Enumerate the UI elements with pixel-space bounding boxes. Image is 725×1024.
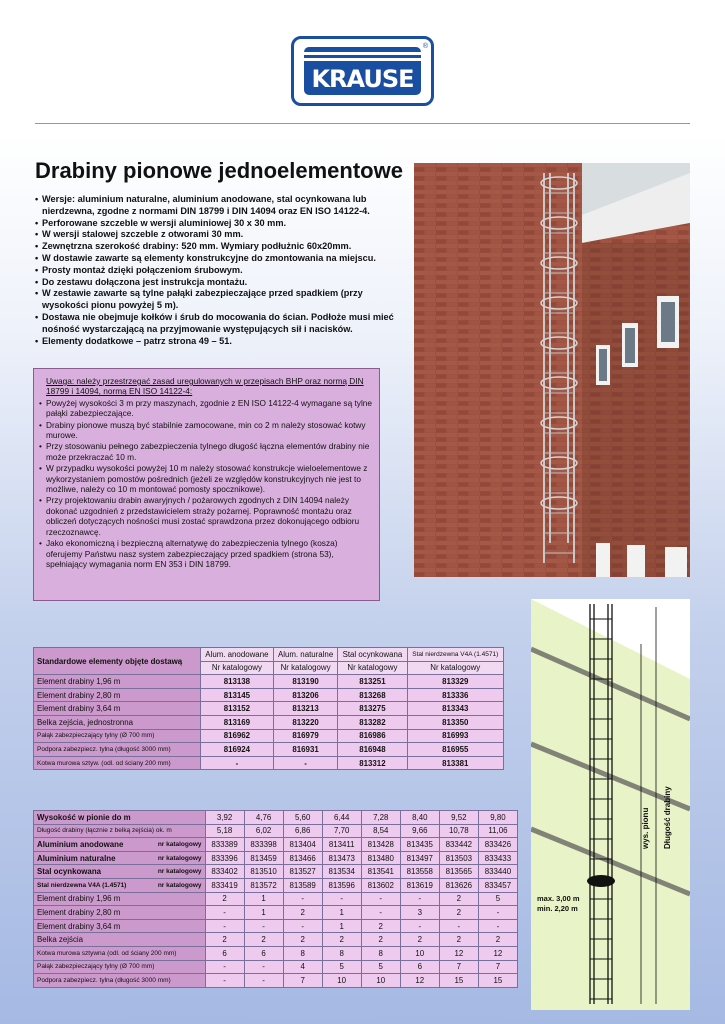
quantity-row bbox=[34, 919, 518, 933]
feature-item: • Perforowane szczeble w wersji aluminiowej 30 x 30 mm. bbox=[35, 218, 405, 230]
quantity-row bbox=[34, 974, 518, 988]
table1-col-header: Stal nierdzewna V4A (1.4571) bbox=[407, 648, 504, 662]
catalog-row bbox=[34, 851, 518, 865]
catalog-number: 813312 bbox=[338, 756, 407, 770]
material-label: Aluminium anodowane bbox=[34, 838, 147, 852]
catalog-number: 816962 bbox=[201, 729, 274, 743]
warning-item: • W przypadku wysokości powyżej 10 m należy stosować konstrukcje wieloelementowe z wykorzystaniem pomostów pośrednich (jeżeli ze względów konstrukcyjnych nie jest to możliwe, należy co 10 m montować pomosty spocznikowe). bbox=[39, 463, 374, 494]
table1-body bbox=[34, 675, 504, 770]
catalog-number: 813428 bbox=[361, 838, 400, 852]
pion-label: wys. pionu bbox=[641, 807, 650, 849]
height-value: 7,28 bbox=[361, 811, 400, 825]
height-value: 6,44 bbox=[322, 811, 361, 825]
table1-col-header: Stal ocynkowana bbox=[338, 648, 407, 662]
catalog-number: 813602 bbox=[361, 878, 400, 892]
feature-item: • W wersji stalowej szczeble z otworami 30 mm. bbox=[35, 229, 405, 241]
quantity-value: 8 bbox=[322, 946, 361, 960]
table-row bbox=[34, 756, 504, 770]
quantity-value: 2 bbox=[478, 933, 517, 947]
length-value: 7,70 bbox=[322, 824, 361, 838]
feature-item: • W dostawie zawarte są elementy konstrukcyjne do zmontowania na miejscu. bbox=[35, 253, 405, 265]
standard-elements-table bbox=[33, 647, 504, 770]
catalog-number: 813213 bbox=[273, 702, 338, 716]
quantity-value: 10 bbox=[322, 974, 361, 988]
dlugosc-label: Długość drabiny bbox=[663, 786, 672, 849]
catalog-number: 813268 bbox=[338, 688, 407, 702]
quantity-value: 2 bbox=[439, 906, 478, 920]
quantity-value: 3 bbox=[400, 906, 439, 920]
row-label: Belka zejścia, jednostronna bbox=[34, 715, 201, 729]
warning-item: • Przy stosowaniu pełnego zabezpieczenia tylnego długość łączna elementów drabiny nie może przekraczać 10 m. bbox=[39, 441, 374, 462]
length-value: 5,18 bbox=[205, 824, 244, 838]
quantity-value: - bbox=[478, 919, 517, 933]
quantity-value: - bbox=[244, 960, 283, 974]
table1-subheader: Nr katalogowy bbox=[201, 661, 274, 675]
quantity-value: 2 bbox=[283, 906, 322, 920]
catalog-number: 833457 bbox=[478, 878, 517, 892]
catalog-number: 816948 bbox=[338, 743, 407, 757]
quantity-value: 12 bbox=[478, 946, 517, 960]
catalog-number: 816931 bbox=[273, 743, 338, 757]
ladder-diagram bbox=[531, 599, 690, 1010]
row-label: Podpora zabezpiecz. tylna (długość 3000 mm) bbox=[34, 743, 201, 757]
catalog-number: 813169 bbox=[201, 715, 274, 729]
quantity-value: - bbox=[400, 892, 439, 906]
catalog-number: 813251 bbox=[338, 675, 407, 689]
component-label: Podpora zabezpiecz. tylna (długość 3000 mm) bbox=[34, 974, 206, 988]
catalog-number: 813275 bbox=[338, 702, 407, 716]
table-row bbox=[34, 715, 504, 729]
catalog-number: 833402 bbox=[205, 865, 244, 879]
quantity-value: 7 bbox=[478, 960, 517, 974]
catalog-number: 813480 bbox=[361, 851, 400, 865]
quantity-value: - bbox=[205, 906, 244, 920]
material-label: Stal nierdzewna V4A (1.4571) bbox=[34, 878, 147, 892]
length-row bbox=[34, 824, 518, 838]
feature-item: • Wersje: aluminium naturalne, aluminium anodowane, stal ocynkowana lub nierdzewna, zgodne z normami DIN 18799 i DIN 14094 oraz EN ISO 14122-4. bbox=[35, 194, 405, 218]
quantity-value: - bbox=[361, 892, 400, 906]
quantity-value: - bbox=[478, 906, 517, 920]
catalog-number: 813596 bbox=[322, 878, 361, 892]
length-value: 10,78 bbox=[439, 824, 478, 838]
catalog-number: 813527 bbox=[283, 865, 322, 879]
table1-subheader: Nr katalogowy bbox=[338, 661, 407, 675]
page-title: Drabiny pionowe jednoelementowe bbox=[35, 158, 403, 183]
row-label: Element drabiny 2,80 m bbox=[34, 688, 201, 702]
catalog-number: 813152 bbox=[201, 702, 274, 716]
header-rule bbox=[35, 123, 690, 124]
catalog-number: 813404 bbox=[283, 838, 322, 852]
quantity-value: - bbox=[205, 974, 244, 988]
warning-item: • Przy projektowaniu drabin awaryjnych / pożarowych zgodnych z DIN 14094 należy dokonać uzgodnień z przedstawicielem straży pożarnej. Poprawność montażu oraz obliczeń dotyczących nośności musi zostać sprawdzona przez dokonującego odbioru rzeczoznawcę. bbox=[39, 495, 374, 537]
component-label: Pałąk zabezpieczający tylny (Ø 700 mm) bbox=[34, 960, 206, 974]
height-value: 4,76 bbox=[244, 811, 283, 825]
catalog-number: - bbox=[273, 756, 338, 770]
catalog-number: 813503 bbox=[439, 851, 478, 865]
component-label: Element drabiny 3,64 m bbox=[34, 919, 206, 933]
quantity-value: 2 bbox=[439, 933, 478, 947]
table-row bbox=[34, 675, 504, 689]
catalog-number: 813435 bbox=[400, 838, 439, 852]
catalog-word: nr katalogowy bbox=[146, 838, 205, 852]
quantity-value: 2 bbox=[361, 933, 400, 947]
component-label: Element drabiny 2,80 m bbox=[34, 906, 206, 920]
component-label: Kotwa murowa sztywna (odl. od ściany 200 mm) bbox=[34, 946, 206, 960]
catalog-number: 813145 bbox=[201, 688, 274, 702]
quantity-value: - bbox=[439, 919, 478, 933]
table1-subheader: Nr katalogowy bbox=[273, 661, 338, 675]
catalog-number: 833440 bbox=[478, 865, 517, 879]
catalog-number: 813220 bbox=[273, 715, 338, 729]
catalog-number: - bbox=[201, 756, 274, 770]
quantity-value: - bbox=[205, 919, 244, 933]
catalog-word: nr katalogowy bbox=[146, 865, 205, 879]
material-label: Stal ocynkowana bbox=[34, 865, 147, 879]
catalog-word: nr katalogowy bbox=[146, 878, 205, 892]
catalog-number: 833442 bbox=[439, 838, 478, 852]
catalog-number: 813411 bbox=[322, 838, 361, 852]
ladder-photo bbox=[414, 163, 690, 577]
table-row bbox=[34, 702, 504, 716]
quantity-value: 1 bbox=[322, 919, 361, 933]
length-value: 6,86 bbox=[283, 824, 322, 838]
height-value: 3,92 bbox=[205, 811, 244, 825]
quantity-value: 1 bbox=[322, 906, 361, 920]
feature-item: • Dostawa nie obejmuje kołków i śrub do mocowania do ścian. Podłoże musi mieć nośność wystarczającą na przyjmowanie występujących sił i nacisków. bbox=[35, 312, 405, 336]
quantity-value: 2 bbox=[205, 933, 244, 947]
quantity-row bbox=[34, 946, 518, 960]
catalog-number: 833426 bbox=[478, 838, 517, 852]
registered-mark: ® bbox=[422, 43, 428, 50]
feature-item: • Elementy dodatkowe – patrz strona 49 – 51. bbox=[35, 336, 405, 348]
table-row bbox=[34, 729, 504, 743]
feature-item: • Do zestawu dołączona jest instrukcja montażu. bbox=[35, 277, 405, 289]
krause-logo bbox=[291, 36, 434, 106]
quantity-value: 4 bbox=[283, 960, 322, 974]
quantity-value: 5 bbox=[478, 892, 517, 906]
quantity-value: 2 bbox=[361, 919, 400, 933]
catalog-number: 813282 bbox=[338, 715, 407, 729]
length-value: 6,02 bbox=[244, 824, 283, 838]
feature-item: • W zestawie zawarte są tylne pałąki zabezpieczające przed spadkiem (przy wysokości pionu powyżej 5 m). bbox=[35, 288, 405, 312]
quantity-row bbox=[34, 906, 518, 920]
height-value: 9,80 bbox=[478, 811, 517, 825]
quantity-value: 6 bbox=[400, 960, 439, 974]
catalog-number: 813206 bbox=[273, 688, 338, 702]
catalog-number: 816979 bbox=[273, 729, 338, 743]
logo-text: KRAUSE bbox=[311, 65, 414, 93]
quantity-value: 2 bbox=[244, 933, 283, 947]
quantity-row bbox=[34, 933, 518, 947]
catalog-number: 813626 bbox=[439, 878, 478, 892]
quantity-value: - bbox=[400, 919, 439, 933]
catalog-number: 833389 bbox=[205, 838, 244, 852]
table-row bbox=[34, 688, 504, 702]
catalog-number: 813619 bbox=[400, 878, 439, 892]
height-value: 5,60 bbox=[283, 811, 322, 825]
warning-box bbox=[33, 368, 380, 601]
quantity-value: 5 bbox=[322, 960, 361, 974]
catalog-number: 813459 bbox=[244, 851, 283, 865]
catalog-number: 833419 bbox=[205, 878, 244, 892]
catalog-number: 816993 bbox=[407, 729, 504, 743]
length-value: 11,06 bbox=[478, 824, 517, 838]
height-value: 9,52 bbox=[439, 811, 478, 825]
catalog-number: 813343 bbox=[407, 702, 504, 716]
catalog-number: 813350 bbox=[407, 715, 504, 729]
length-label: Długość drabiny (łącznie z belką zejścia) ok. m bbox=[34, 824, 206, 838]
catalog-number: 813466 bbox=[283, 851, 322, 865]
quantity-value: - bbox=[283, 919, 322, 933]
catalog-number: 813381 bbox=[407, 756, 504, 770]
component-label: Element drabiny 1,96 m bbox=[34, 892, 206, 906]
catalog-row bbox=[34, 865, 518, 879]
quantity-value: 2 bbox=[322, 933, 361, 947]
quantity-value: - bbox=[244, 919, 283, 933]
table1-title: Standardowe elementy objęte dostawą bbox=[34, 648, 201, 675]
quantity-value: - bbox=[244, 974, 283, 988]
height-row bbox=[34, 811, 518, 825]
catalog-number: 813572 bbox=[244, 878, 283, 892]
quantity-value: 10 bbox=[400, 946, 439, 960]
quantity-value: 8 bbox=[361, 946, 400, 960]
catalog-number: 813534 bbox=[322, 865, 361, 879]
quantity-value: 15 bbox=[478, 974, 517, 988]
quantity-value: 7 bbox=[439, 960, 478, 974]
material-label: Aluminium naturalne bbox=[34, 851, 147, 865]
catalog-number: 833396 bbox=[205, 851, 244, 865]
quantity-value: 6 bbox=[205, 946, 244, 960]
quantity-value: 7 bbox=[283, 974, 322, 988]
quantity-row bbox=[34, 892, 518, 906]
warning-title: Uwaga: należy przestrzegać zasad uregulowanych w przepisach BHP oraz normą DIN 18799 i 14094, normą EN ISO 14122-4: bbox=[46, 376, 364, 397]
height-value: 8,40 bbox=[400, 811, 439, 825]
catalog-number: 813565 bbox=[439, 865, 478, 879]
feature-item: • Prosty montaż dzięki połączeniom śrubowym. bbox=[35, 265, 405, 277]
catalog-number: 833398 bbox=[244, 838, 283, 852]
catalog-number: 816986 bbox=[338, 729, 407, 743]
quantity-value: 1 bbox=[244, 906, 283, 920]
warning-item: • Jako ekonomiczną i bezpieczną alternatywę do zabezpieczenia tylnego (kosza) oferujemy Państwu nasz system zabezpieczający przed spadkiem (strona 53), spełniający wymagania norm EN 353 i DIN 18799. bbox=[39, 538, 374, 569]
catalog-number: 813589 bbox=[283, 878, 322, 892]
component-label: Belka zejścia bbox=[34, 933, 206, 947]
ladder-heights-table bbox=[33, 810, 518, 988]
catalog-row bbox=[34, 838, 518, 852]
features-list bbox=[35, 194, 405, 347]
quantity-value: 2 bbox=[439, 892, 478, 906]
warning-item: • Powyżej wysokości 3 m przy maszynach, zgodnie z EN ISO 14122-4 wymagane są tylne pałąki zabezpieczające. bbox=[39, 398, 374, 419]
min-label: min. 2,20 m bbox=[537, 904, 578, 913]
row-label: Element drabiny 1,96 m bbox=[34, 675, 201, 689]
warning-item: • Drabiny pionowe muszą być stabilnie zamocowane, min co 2 m należy stosować kotwy murowe. bbox=[39, 420, 374, 441]
quantity-value: - bbox=[283, 892, 322, 906]
max-label: max. 3,00 m bbox=[537, 894, 580, 903]
catalog-number: 813497 bbox=[400, 851, 439, 865]
quantity-value: 8 bbox=[283, 946, 322, 960]
quantity-value: 10 bbox=[361, 974, 400, 988]
quantity-value: 15 bbox=[439, 974, 478, 988]
catalog-number: 813329 bbox=[407, 675, 504, 689]
feature-item: • Zewnętrzna szerokość drabiny: 520 mm. Wymiary podłużnic 60x20mm. bbox=[35, 241, 405, 253]
quantity-value: - bbox=[205, 960, 244, 974]
table1-subheader: Nr katalogowy bbox=[407, 661, 504, 675]
catalog-number: 813473 bbox=[322, 851, 361, 865]
table1-col-header: Alum. anodowane bbox=[201, 648, 274, 662]
quantity-value: - bbox=[361, 906, 400, 920]
table2-body bbox=[34, 811, 518, 988]
row-label: Pałąk zabezpieczający tylny (Ø 700 mm) bbox=[34, 729, 201, 743]
quantity-row bbox=[34, 960, 518, 974]
quantity-value: 2 bbox=[400, 933, 439, 947]
catalog-number: 816924 bbox=[201, 743, 274, 757]
quantity-value: 2 bbox=[283, 933, 322, 947]
row-label: Element drabiny 3,64 m bbox=[34, 702, 201, 716]
catalog-number: 816955 bbox=[407, 743, 504, 757]
catalog-number: 813138 bbox=[201, 675, 274, 689]
catalog-number: 813190 bbox=[273, 675, 338, 689]
length-value: 9,66 bbox=[400, 824, 439, 838]
warning-list bbox=[39, 398, 374, 570]
catalog-number: 833433 bbox=[478, 851, 517, 865]
catalog-number: 813541 bbox=[361, 865, 400, 879]
quantity-value: 12 bbox=[439, 946, 478, 960]
quantity-value: 1 bbox=[244, 892, 283, 906]
quantity-value: 12 bbox=[400, 974, 439, 988]
table-row bbox=[34, 743, 504, 757]
catalog-row bbox=[34, 878, 518, 892]
quantity-value: 6 bbox=[244, 946, 283, 960]
catalog-number: 813336 bbox=[407, 688, 504, 702]
catalog-number: 813510 bbox=[244, 865, 283, 879]
logo-badge bbox=[304, 47, 421, 95]
row-label: Kotwa murowa sztyw. (odl. od ściany 200 mm) bbox=[34, 756, 201, 770]
catalog-word: nr katalogowy bbox=[146, 851, 205, 865]
length-value: 8,54 bbox=[361, 824, 400, 838]
quantity-value: - bbox=[322, 892, 361, 906]
table1-col-header: Alum. naturalne bbox=[273, 648, 338, 662]
height-label: Wysokość w pionie do m bbox=[34, 811, 206, 825]
catalog-number: 813558 bbox=[400, 865, 439, 879]
quantity-value: 5 bbox=[361, 960, 400, 974]
quantity-value: 2 bbox=[205, 892, 244, 906]
